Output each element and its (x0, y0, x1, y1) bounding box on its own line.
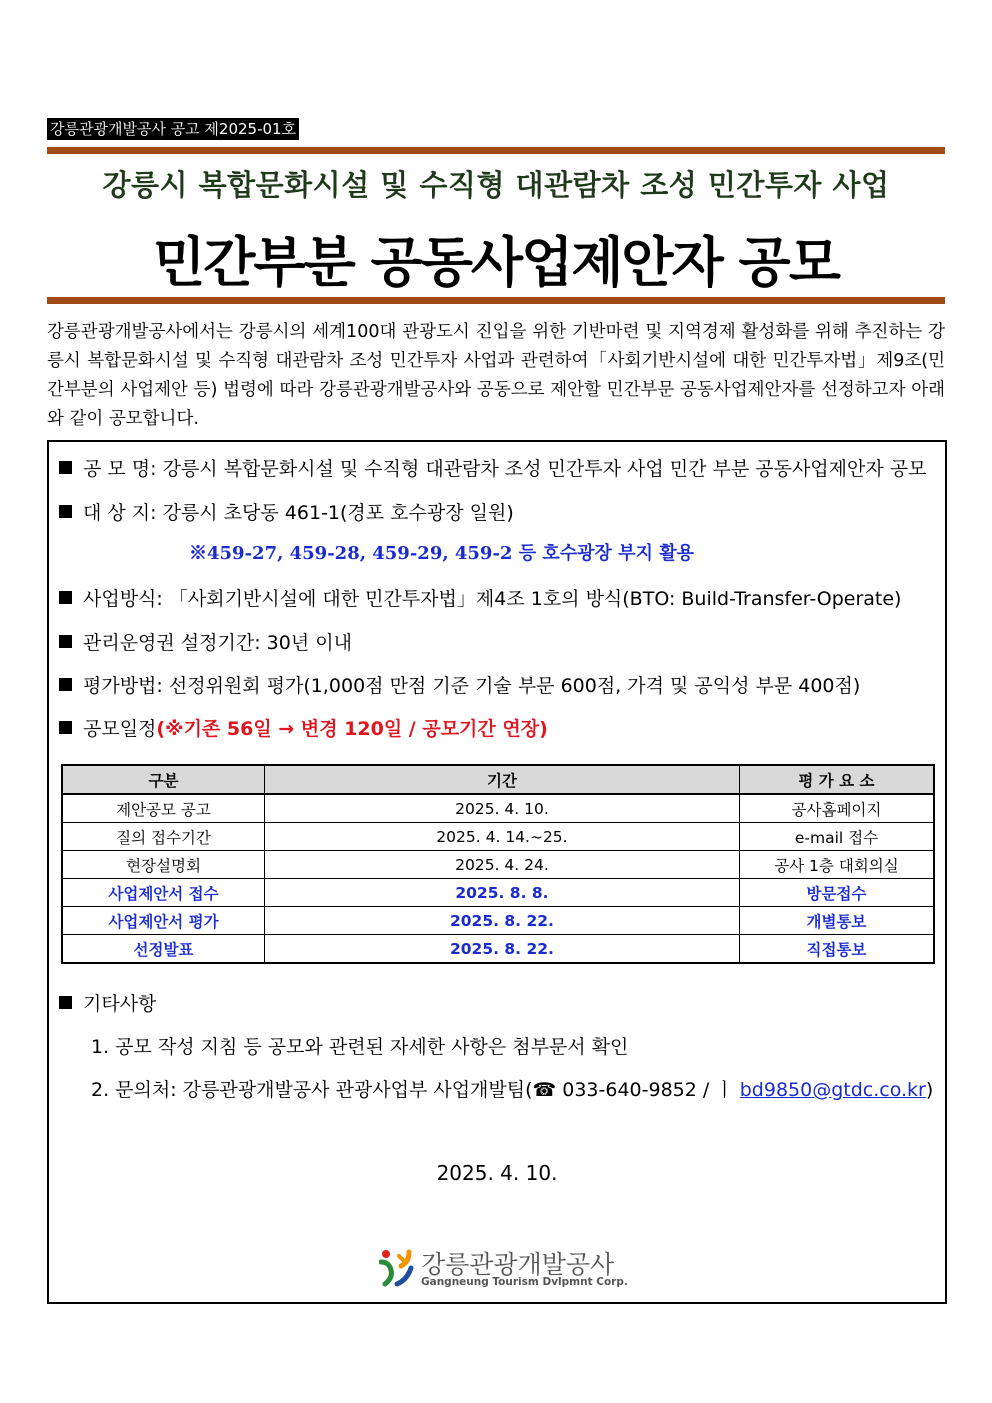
logo-mark-icon (379, 1248, 415, 1288)
etc-heading (59, 989, 156, 1016)
bullet-square-icon (59, 678, 72, 691)
logo-name-en: Gangneung Tourism Dvlpmnt Corp. (421, 1276, 628, 1288)
header-element: 평 가 요 소 (739, 765, 934, 794)
row-category: 사업제안서 평가 (62, 907, 265, 935)
intro-paragraph: 강릉관광개발공사에서는 강릉시의 세계100대 관광도시 진입을 위한 기반마련 및 지역경제 활성화를 위해 추진하는 강릉시 복합문화시설 및 수직형 대관람차 조성 민간투자 사업과 관련하여「사회기반시설에 대한 민간투자법」제9조(민간부분의 사업제안 등) 법령에 따라 강릉관광개발공사와 공동으로 제안할 민간부문 공동사업제안자를 선정하고자 아래와 같이 공모합니다. (47, 322, 945, 429)
item-name-text: 공 모 명: 강릉시 복합문화시설 및 수직형 대관람차 조성 민간투자 사업 민간 부분 공동사업제안자 공모 (83, 458, 927, 480)
site-note: ※459-27, 459-28, 459-29, 459-2 등 호수광장 부지 활용 (189, 543, 695, 564)
row-period: 2025. 8. 22. (265, 935, 740, 964)
item-schedule-label: 공모일정 (83, 718, 157, 740)
company-logo (379, 1245, 639, 1293)
item-evaluation-text: 평가방법: 선정위원회 평가(1,000점 만점 기준 기술 부문 600점, 가격 및 공익성 부문 400점) (83, 675, 861, 697)
contact-email-link[interactable]: bd9850@gtdc.co.kr (739, 1079, 926, 1101)
row-element: 공사홈페이지 (739, 794, 934, 823)
row-element: e-mail 접수 (739, 823, 934, 851)
table-row (62, 851, 934, 879)
item-name (59, 454, 926, 481)
row-element: 직접통보 (739, 935, 934, 964)
contact-close: ) (925, 1079, 934, 1101)
item-method (59, 584, 901, 611)
bullet-square-icon (59, 505, 72, 518)
item-site-text: 대 상 지: 강릉시 초당동 461-1(경포 호수광장 일원) (83, 502, 514, 524)
table-row (62, 935, 934, 964)
details-box (47, 440, 947, 1304)
top-divider (47, 147, 945, 154)
notice-number: 강릉관광개발공사 공고 제2025-01호 (47, 118, 299, 140)
announcement-date: 2025. 4. 10. (436, 1161, 558, 1185)
contact-separator: ㅣ (715, 1079, 740, 1101)
bottom-divider (47, 297, 945, 304)
row-element: 방문접수 (739, 879, 934, 907)
row-element: 개별통보 (739, 907, 934, 935)
logo-name-ko: 강릉관광개발공사 (421, 1250, 615, 1279)
item-period (59, 628, 352, 655)
table-row (62, 823, 934, 851)
etc-heading-text: 기타사항 (83, 993, 157, 1015)
item-evaluation (59, 671, 860, 698)
title-project: 강릉시 복합문화시설 및 수직형 대관람차 조성 민간투자 사업 (102, 168, 890, 202)
row-element: 공사 1층 대회의실 (739, 851, 934, 879)
row-category: 현장설명회 (62, 851, 265, 879)
etc-line-1: 1. 공모 작성 지침 등 공모와 관련된 자세한 사항은 첨부문서 확인 (91, 1036, 629, 1058)
row-category: 제안공모 공고 (62, 794, 265, 823)
row-period: 2025. 8. 8. (265, 879, 740, 907)
row-period: 2025. 8. 22. (265, 907, 740, 935)
bullet-square-icon (59, 591, 72, 604)
row-period: 2025. 4. 24. (265, 851, 740, 879)
contact-text: 2. 문의처: 강릉관광개발공사 관광사업부 사업개발팀(☎ 033-640-9852 / (91, 1079, 716, 1101)
table-row (62, 907, 934, 935)
bullet-square-icon (59, 721, 72, 734)
row-period: 2025. 4. 10. (265, 794, 740, 823)
item-period-text: 관리운영권 설정기간: 30년 이내 (83, 632, 352, 654)
etc-line-2 (91, 1075, 933, 1102)
row-category: 사업제안서 접수 (62, 879, 265, 907)
schedule-table (61, 764, 935, 964)
schedule-header-row (62, 765, 934, 794)
item-method-text: 사업방식: 「사회기반시설에 대한 민간투자법」제4조 1호의 방식(BTO: Build-Transfer-Operate) (83, 588, 902, 610)
table-row (62, 879, 934, 907)
header-category: 구분 (62, 765, 265, 794)
item-site (59, 498, 514, 525)
header-period: 기간 (265, 765, 740, 794)
title-main: 민간부분 공동사업제안자 공모 (153, 231, 839, 294)
bullet-square-icon (59, 461, 72, 474)
schedule-extension-note: (※기존 56일 → 변경 120일 / 공모기간 연장) (156, 718, 548, 740)
row-category: 선정발표 (62, 935, 265, 964)
table-row (62, 794, 934, 823)
bullet-square-icon (59, 635, 72, 648)
item-schedule (59, 714, 548, 741)
row-period: 2025. 4. 14.~25. (265, 823, 740, 851)
row-category: 질의 접수기간 (62, 823, 265, 851)
bullet-square-icon (59, 996, 72, 1009)
